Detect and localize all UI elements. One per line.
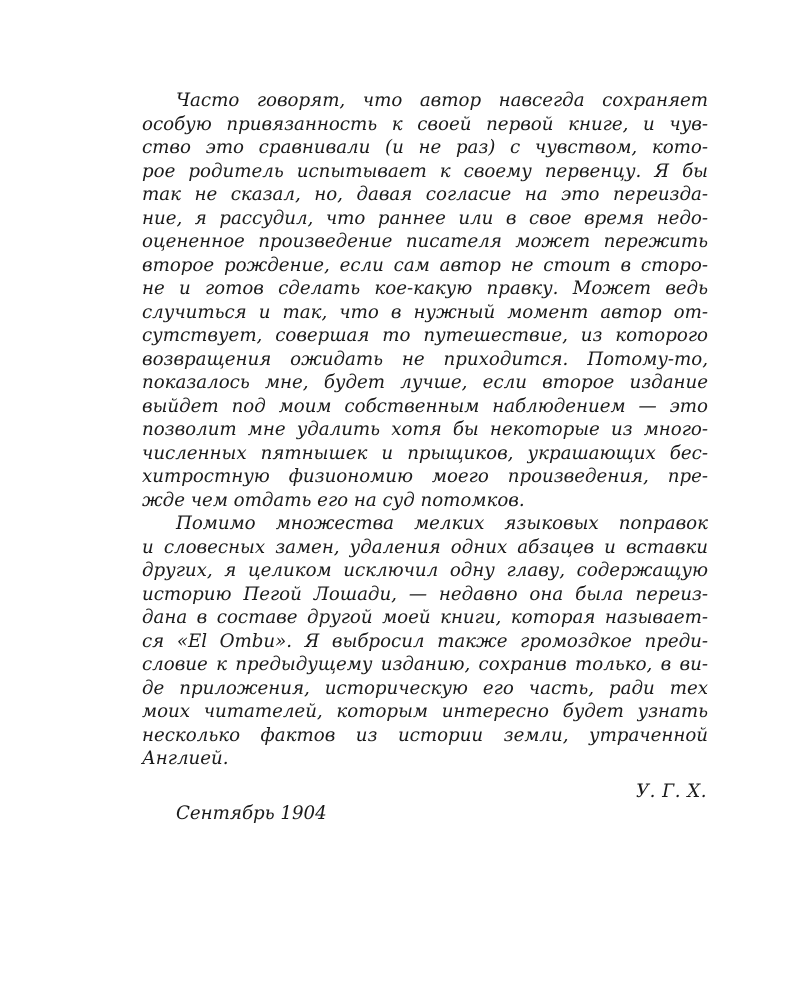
text-line: Часто говорят, что автор навсегда сохраняет (176, 90, 708, 111)
preface-text (142, 89, 708, 771)
text-line: и словесных замен, удаления одних абзацев и вставки (142, 536, 708, 558)
text-line: несколько фактов из истории земли, утраченной (142, 724, 708, 746)
text-line: не и готов сделать кое-какую правку. Может ведь (142, 278, 708, 299)
text-line: сутствует, совершая то путешествие, из которого (142, 325, 708, 346)
text-line: ство это сравнивали (и не раз) с чувством, кото- (142, 137, 708, 158)
text-line: численных пятнышек и прыщиков, украшающих бес- (142, 442, 708, 464)
text-line: случиться и так, что в нужный момент автор от- (142, 301, 708, 323)
text-line: ние, я рассудил, что раннее или в свое время недо- (142, 207, 708, 229)
text-line: оцененное произведение писателя может пережить (142, 231, 708, 252)
text-line: словие к предыдущему изданию, сохранив только, в ви- (142, 654, 708, 675)
text-line: показалось мне, будет лучше, если второе издание (142, 372, 708, 393)
text-line: Помимо множества мелких языковых поправок (176, 513, 708, 534)
text-line: других, я целиком исключил одну главу, содержащую (142, 560, 708, 581)
paragraph-1 (142, 89, 708, 512)
paragraph-2 (142, 512, 708, 771)
text-line: ся «El Ombu». Я выбросил также громоздкое преди- (142, 630, 708, 652)
text-line: жде чем отдать его на суд потомков. (142, 489, 525, 511)
text-line: позволит мне удалить хотя бы некоторые из много- (142, 419, 708, 440)
text-line: моих читателей, которым интересно будет узнать (142, 701, 708, 722)
text-line: второе рождение, если сам автор не стоит в сторо- (142, 254, 708, 276)
text-line: так не сказал, но, давая согласие на это переизда- (142, 184, 708, 205)
text-line: рое родитель испытывает к своему первенцу. Я бы (142, 160, 708, 182)
text-line: дана в составе другой моей книги, которая называет- (142, 607, 708, 628)
text-line: историю Пегой Лошади, — недавно она была переиз- (142, 583, 708, 605)
text-line: возвращения ожидать не приходится. Потому-то, (142, 348, 708, 370)
text-line: де приложения, историческую его часть, ради тех (142, 677, 708, 699)
text-line: выйдет под моим собственным наблюдением — это (142, 395, 708, 417)
author-initials: У. Г. Х. (635, 781, 707, 802)
text-line: Англией. (142, 748, 229, 769)
text-line: хитростную физиономию моего произведения, пре- (142, 466, 708, 487)
text-line: особую привязанность к своей первой книге, и чув- (142, 113, 708, 135)
preface-date: Сентябрь 1904 (176, 803, 327, 824)
